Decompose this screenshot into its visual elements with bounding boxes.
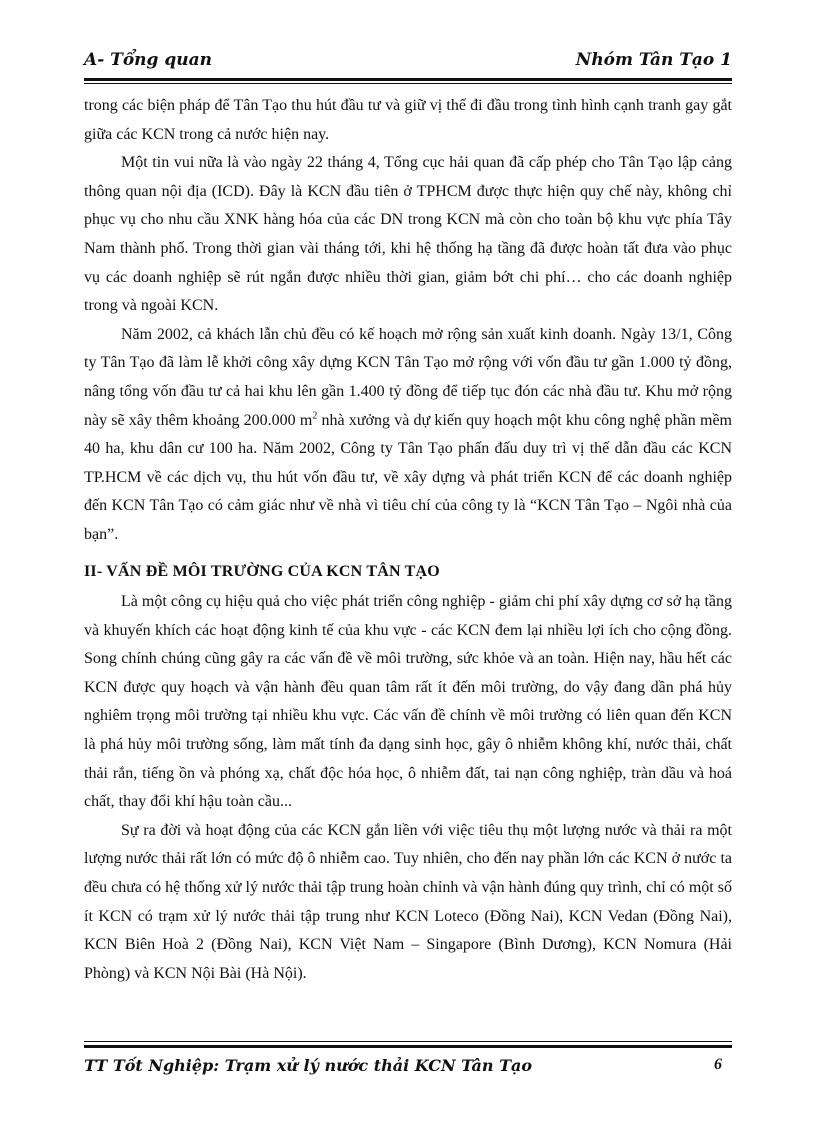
page-body [84, 92, 732, 988]
header-rule-thin [84, 83, 732, 84]
header-rule-thick [84, 78, 732, 81]
paragraph [84, 321, 732, 550]
page-footer [84, 1056, 732, 1080]
paragraph-continued: trong các biện pháp để Tân Tạo thu hút đầu tư và giữ vị thế đi đầu trong tình hình cạnh tranh gay gắt giữa các KCN trong cả nước hiện nay. [84, 97, 732, 143]
footer-rule-thin [84, 1041, 732, 1042]
header-group-name: Nhóm Tân Tạo 1 [575, 50, 732, 70]
paragraph: Một tin vui nữa là vào ngày 22 tháng 4, Tổng cục hải quan đã cấp phép cho Tân Tạo lập cảng thông quan nội địa (ICD). Đây là KCN đầu tiên ở TPHCM được thực hiện quy chế này, không chỉ phục vụ cho nhu cầu XNK hàng hóa của các DN trong KCN mà còn cho toàn bộ khu vực phía Tây Nam thành phố. Trong thời gian vài tháng tới, khi hệ thống hạ tầng đã được hoàn tất đưa vào phục vụ các doanh nghiệp sẽ rút ngắn được nhiều thời gian, giảm bớt chi phí… cho các doanh nghiệp trong và ngoài KCN. [84, 154, 732, 315]
footer-rule-thick [84, 1045, 732, 1048]
section-heading: II- VẤN ĐỀ MÔI TRƯỜNG CỦA KCN TÂN TẠO [84, 562, 440, 580]
paragraph-text: Năm 2002, cả khách lẫn chủ đều có kế hoạch mở rộng sản xuất kinh doanh. Ngày 13/1, Công ty Tân Tạo đã làm lễ khởi công xây dựng KCN Tân Tạo mở rộng với vốn đầu tư gần 1.000 tỷ đồng, nâng tổng vốn đầu tư cả hai khu lên gần 1.400 tỷ đồng để tiếp tục đón các nhà đầu tư. Khu mở rộng này sẽ xây thêm khoảng 200.000 m [84, 325, 732, 429]
superscript: 2 [312, 410, 318, 422]
footer-title: TT Tốt Nghiệp: Trạm xử lý nước thải KCN Tân Tạo [84, 1056, 533, 1075]
paragraph: Sự ra đời và hoạt động của các KCN gắn liền với việc tiêu thụ một lượng nước và thải ra một lượng nước thải rất lớn có mức độ ô nhiễm cao. Tuy nhiên, cho đến nay phần lớn các KCN ở nước ta đều chưa có hệ thống xử lý nước thải tập trung hoàn chỉnh và vận hành đúng quy trình, chỉ có một số ít KCN có trạm xử lý nước thải tập trung như KCN Loteco (Đồng Nai), KCN Vedan (Đồng Nai), KCN Biên Hoà 2 (Đồng Nai), KCN Việt Nam – Singapore (Bình Dương), KCN Nomura (Hải Phòng) và KCN Nội Bài (Hà Nội). [84, 821, 732, 982]
page-number: 6 [714, 1056, 722, 1073]
header-section-title: A- Tổng quan [84, 50, 212, 70]
page-header [84, 50, 732, 74]
paragraph-text: nhà xưởng và dự kiến quy hoạch một khu công nghệ phần mềm 40 ha, khu dân cư 100 ha. Năm 2002, Công ty Tân Tạo phấn đấu duy trì vị thế dẫn đầu các KCN TP.HCM về các dịch vụ, thu hút vốn đầu tư, về xây dựng và phát triển KCN để các doanh nghiệp đến KCN Tân Tạo có cảm giác như về nhà vì tiêu chí của công ty là “KCN Tân Tạo – Ngôi nhà của bạn”. [84, 411, 732, 543]
paragraph: Là một công cụ hiệu quả cho việc phát triển công nghiệp - giảm chi phí xây dựng cơ sở hạ tầng và khuyến khích các hoạt động kinh tế của khu vực - các KCN đem lại nhiều lợi ích cho cộng đồng. Song chính chúng cũng gây ra các vấn đề về môi trường, sức khỏe và an toàn. Hiện nay, hầu hết các KCN được quy hoạch và vận hành đều quan tâm rất ít đến môi trường, do vậy đang dần phá hủy nghiêm trọng môi trường tại nhiều khu vực. Các vấn đề chính về môi trường có liên quan đến KCN là phá hủy môi trường sống, làm mất tính đa dạng sinh học, gây ô nhiễm không khí, nước thải, chất thải rắn, tiếng ồn và phóng xạ, chất độc hóa học, ô nhiễm đất, tai nạn công nghiệp, tràn dầu và hoá chất, thay đổi khí hậu toàn cầu... [84, 593, 732, 811]
